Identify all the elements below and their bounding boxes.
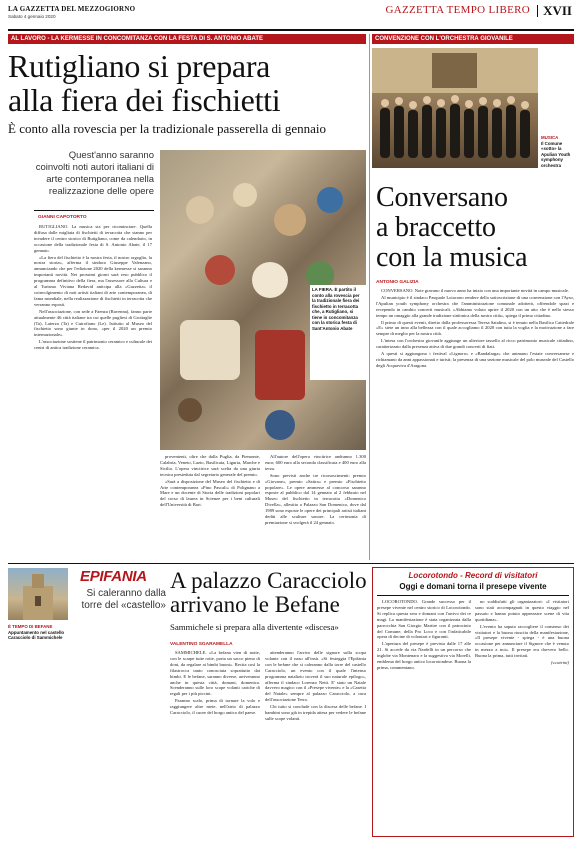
- right-photo-caption: Il Comune «sotto» la Apulian Youth symphony orchestra: [541, 140, 571, 168]
- right-title-line3: con la musica: [376, 242, 528, 273]
- left-kicker-bar: [8, 34, 366, 44]
- bottom-section-rule: [8, 563, 574, 564]
- epifania-sub: Si caleranno dalla torre del «castello»: [81, 588, 166, 611]
- bottom-left-col1-p1: SAMMICHELE. «La befana vien di notte, con le scarpe tutte rotte, porta un sacco pieno di doni, da regalare ai bimbi buoni». Recita così la filastrocca tanto conosciuta soprattutto dai bimbi. E le befane, saranno diverse, arriveranno anche in questa città, domani, domenica. Scenderanno sulle loro scope volanti cariche di regali per i più piccini.: [170, 650, 260, 697]
- bottom-right-col1-p2: L'apertura del presepe è prevista dalle 17 alle 21. Si accede da via Nardelli in un percorso che inglobe via Montenaro e la suggestiva via Morelli, emblema del borgo antico locorotondese. Buona la prima, commentano.: [377, 641, 471, 670]
- orchestra-photo: [372, 48, 538, 168]
- castle-illustration: [8, 568, 68, 620]
- bottom-right-rule: [377, 595, 569, 596]
- left-subtitle: È conto alla rovescia per la tradizionale passerella di gennaio: [8, 121, 326, 136]
- left-col2: [160, 454, 260, 560]
- bottom-right-col2-p2: L'evento ha saputo raccogliere il consenso dei visitatori e la buona riuscita della manifestazione, «Il presepe vivente - spiega - è una buona occasione per annunciare il Signore che è venuto in mezzo a noi». Il presepe era davvero bello. Buona la prima, tutti invitati.: [475, 623, 569, 659]
- bottom-left-title-line2: arrivano le Befane: [170, 592, 340, 617]
- left-col1: [34, 224, 152, 560]
- right-author: ANTONIO GALIZIA: [376, 280, 419, 285]
- right-body-p4: L'intesa con l'orchestra giovanile aggiunge un ulteriore tassello al ricco patrimonio musicale cittadino, caratterizzato dalla presenza attiva di due grandi concerti di fiati.: [376, 338, 574, 350]
- right-body: [376, 288, 574, 560]
- bottom-right-col1: [377, 599, 471, 833]
- bottom-left-col2: [265, 650, 366, 836]
- right-body-p2: Al municipio è il sindaco Pasquale Loiacono rendere della sottoscrizione di una convenzione con l'Ayso, l'Apulian youth symphony orchestra che l'amministrazione comunale adotterà, offrendole spazi e recependo in cambio concerti musicali. «Abbiamo voluto aprire il 2020 con un atto che è nello stesso tempo un omaggio alla grande tradizione sinfonica della nostra città», spiega il primo cittadino.: [376, 294, 574, 318]
- paper-name: LA GAZZETTA DEL MEZZOGIORNO: [8, 5, 136, 13]
- left-col3-p1: All'autore dell'opera vincitrice andranno 1.300 euro; 600 euro alla seconda classificata e 400 euro alla terza.: [265, 454, 366, 471]
- right-body-p5: A questi si aggiungono i festival «Lignoro» e «Bandalarga» che animano l'estate conversanese e richiamano da anni appassionati e turisti; la presenza di una sezione musicale del polo museale del Castello degli Acquaviva d'Aragona.: [376, 351, 574, 368]
- right-body-p1: CONVERSANO. Note gravano il nuovo anno ha inizio con una importante novità in campo musicale.: [381, 288, 570, 293]
- left-quote-rule: [34, 210, 154, 211]
- left-col3: [265, 454, 366, 560]
- castle-photo: [8, 568, 68, 620]
- right-title-line2: a braccetto: [376, 212, 496, 243]
- left-photo-caption-box: [310, 285, 366, 380]
- bottom-right-col2-signature: (v.catrini): [550, 660, 569, 666]
- right-kicker: CONVENZIONE CON L'ORCHESTRA GIOVANILE: [375, 36, 513, 42]
- bottom-left-title-line1: A palazzo Caracciolo: [170, 568, 367, 593]
- left-author: GIANNI CAPOTORTO: [38, 215, 87, 220]
- bottom-right-kicker: Locorotondo - Record di visitatori: [408, 571, 538, 580]
- right-title-line1: Conversano: [376, 182, 508, 213]
- right-photo-caption-head: MUSICA: [541, 135, 559, 140]
- left-col1-p1: RUTIGLIANO. La musica sta per ricominciare. Quella diffusa dalle migliaia di fischietti di terracotta che stanno per invadere il centro storico di Rutigliano, come da calendario, in occasione della tradizionale festa di S. Antonio Abate, il 17 gennaio.: [34, 224, 152, 253]
- page-divider: [537, 5, 538, 17]
- bottom-left-col1-p2: Paranno scalo, prima di tornare la volo e raggiungere altre mete, nell'atrio di palazzo Caracciolo, il cuore del borgo antico del paese.: [170, 698, 260, 716]
- left-col1-p2: «La fiera del fischietto è la nostra festa, il nostro orgoglio, la nostra storia», afferma il sindaco Giuseppe Valenzano, annunciando che per l'edizione 2020 della kermesse si saranno importanti novità. Nei prossimi giorni sarà reso pubblico il programma definitivo della fiera, ma l'assessore alla Cultura e al Turismo Viviana Redavid anticipa alla «Gazzetta» il coinvolgimento di noti artisti italiani di arte contemporanea, di fama mondiale, nella realizzazione di fischietti in terracotta che verranno esposti.: [34, 254, 152, 307]
- bottom-right-box: [372, 567, 574, 837]
- right-photo-caption-block: [541, 135, 575, 168]
- bottom-left-col2-p2: Chi tutto si conclude con la discesa delle befane. I bambini sono già in trepida attesa per vedere le befane sulle scope volanti.: [265, 704, 366, 721]
- bottom-left-col2-p1: attenderanno l'arrivo delle signore sulla scopa volante con il naso all'insù. «Si festeggia l'Epifania con le befane che si caleranno dalla torre del castello Caracciolo, un evento con il quale l'intenso programma natalizio troverà il suo naturale epilogo», afferma il sindaco Lorenzo Netti. E' stato un Natale davvero magico con il «Presepe vivente» e la «Casetta del Natale» sempre al palazzo Caracciolo, a cura dell'associazione Terra.: [265, 650, 366, 703]
- right-kicker-bar: [372, 34, 574, 44]
- bottom-left-author: VALENTINO SGARAMELLA: [170, 642, 233, 647]
- column-divider: [369, 34, 370, 560]
- section-name: GAZZETTA TEMPO LIBERO: [385, 4, 530, 16]
- left-quote: Quest'anno saranno coinvolti noti autori italiani di arte contemporanea nella realizzazione delle opere: [35, 150, 154, 197]
- left-kicker: AL LAVORO - LA KERMESSE IN CONCOMITANZA CON LA FESTA DI S. ANTONIO ABATE: [11, 36, 263, 42]
- left-col2-p2: «Sarà a disposizione del Museo del fischietto e di Arte contemporanea «Pino Pascali» di Polignano a Mare e un docente di Storia delle tradizioni popolari del corso di laurea in Scienze per i beni culturali dell'Università di Bari.: [160, 478, 260, 508]
- bottom-right-col2: [475, 599, 569, 833]
- issue-date: Sabato 4 gennaio 2020: [8, 14, 56, 19]
- left-photo-caption: LA FIERA. È partito il conto alla rovescia per la tradizionale fiera dei fischietto in terracotta che, a Rutigliano, si tiene in concomitanza con la storica festa di Sant'Antonio Abate: [312, 287, 360, 331]
- bottom-left-subtitle: Sammichele si prepara alla divertente «discesa»: [170, 622, 339, 632]
- left-col3-p2: Sono previsti anche tre riconoscimenti: premio «Giovane», premio «Satira» e premio «Fischietto popolare». Le opere ammesse al concorso saranno esposte al pubblico dal 14 gennaio al 2 febbraio nel Museo del fischietto in terracotta «Domenico Divella», allestito a Palazzo San Domenico, dove dal 1989 sono esposte le opere dei principali artisti italiani dediti alle sculture sonore. La cerimonia di premiazione si svolgerà il 24 gennaio.: [265, 472, 366, 525]
- left-title-line2: alla fiera dei fischietti: [8, 82, 281, 118]
- bottom-right-col2-p1: no soddisfatti gli organizzatori: «I visitatori sono stati accompagnati in questo viaggio nel passato e hanno potuto apprezzare scene di vita quotidiana».: [475, 599, 569, 622]
- page-number: XVII: [543, 3, 572, 18]
- bottom-right-col1-p1: LOCOROTONDO. Grande successo per il presepe vivente nel centro storico di Locorotondo. Si replica questa sera e domani con l'arrivo dei re magi. La manifestazione è stata organizzata dalla parrocchia San Giorgio Martire con il patrocinio del Comune, della Pro Loco e con l'infaticabile opera di decine di volontari e figuranti.: [377, 599, 471, 640]
- orchestra-illustration: [372, 48, 538, 168]
- masthead-rule: [8, 29, 574, 31]
- left-col2-p1: provenienti, oltre che dalla Puglia, da Piemonte, Calabria, Veneto, Lazio, Basilicata, Liguria, Marche e Sicilia. L'opera vincitrice sarà scelta da una giuria tecnica presieduta dal segretario generale del premio.: [160, 454, 260, 477]
- bottom-right-title: Oggi e domani torna il presepe vivente: [399, 582, 547, 591]
- left-bottom-caption-block: [8, 624, 68, 641]
- masthead: [8, 3, 574, 37]
- left-title-line1: Rutigliano si prepara: [8, 48, 271, 84]
- right-body-p3: Il primo di questi eventi, diretto dalla professoressa Teresa Satalino, si è tenuto nella Basilica Cattedrale «E» siete un inno alla bellezza con il quale accogliamo il 2020 con tutta la voglia e la motivazione a fare sempre di meglio per la nostra città.: [376, 319, 574, 337]
- left-col1-p4: L'associazione sostiene il patrimonio ceramico e culturale dei centri di antica tradizione ceramica.: [34, 339, 152, 351]
- left-col1-p3: Nell'associazione, con sede a Faenza (Ravenna), fanno parte attualmente 46 città italiane tra cui quelle pugliesi di Grottaglie (Ta), Laterza (Ta) e Cutrofiano (Le). Istituito al Museo del fischietto sono giunte in dono, «per il 2020 un premio internazionale».: [34, 308, 152, 338]
- left-bottom-caption: Appuntamento nel castello Caracciolo di Sammichele: [8, 629, 65, 640]
- bottom-left-col1: [170, 650, 260, 836]
- left-bottom-caption-head: È TEMPO DI BEFANE: [8, 624, 53, 629]
- epifania-kicker: EPIFANIA: [80, 568, 147, 585]
